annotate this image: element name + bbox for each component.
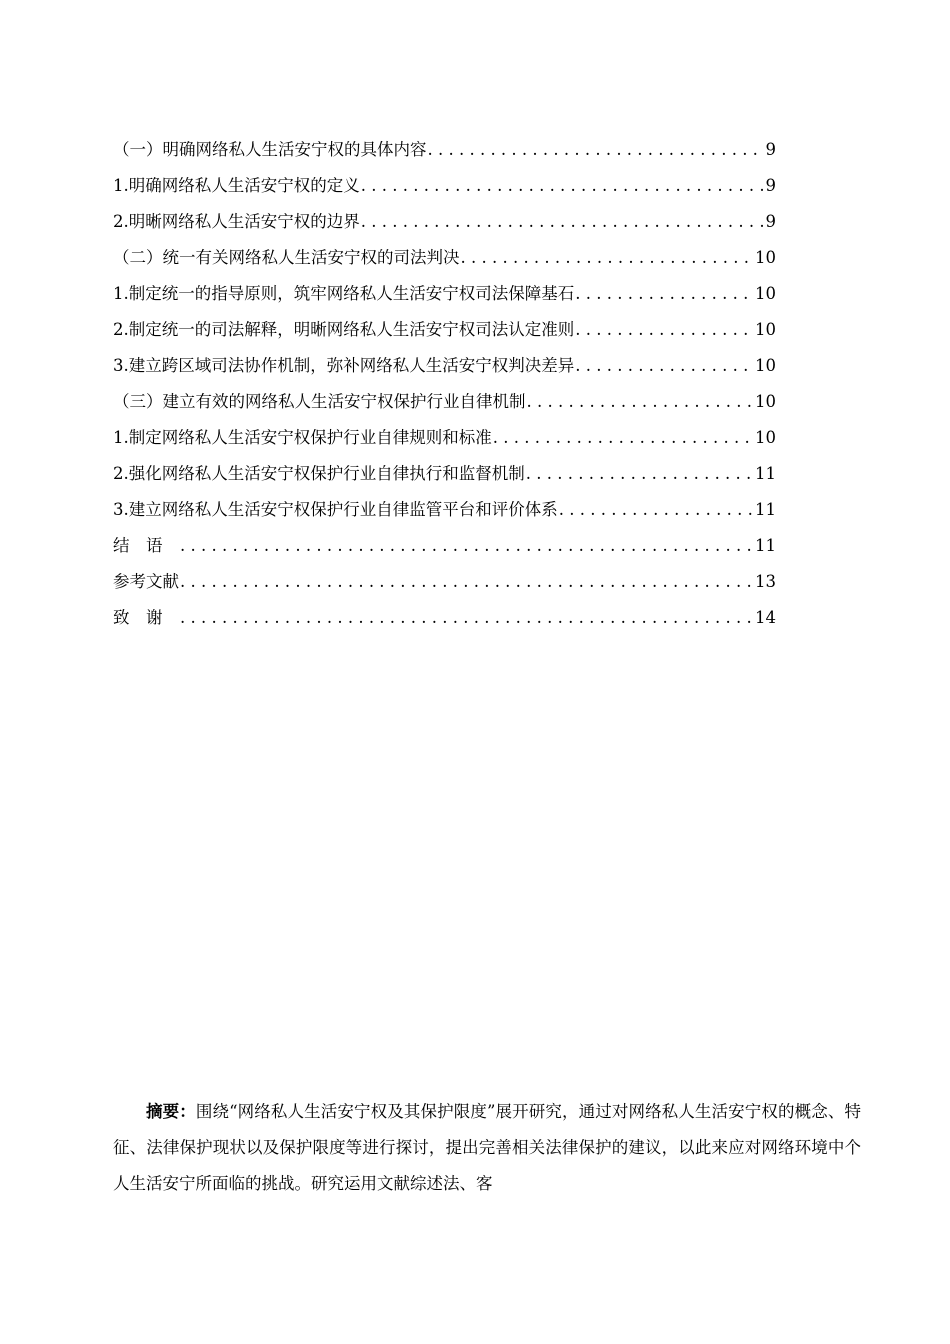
toc-leader-dots: [575, 280, 752, 308]
toc-entry-title: 1.制定统一的指导原则，筑牢网络私人生活安宁权司法保障基石: [113, 284, 575, 303]
toc-entry-title: （三）建立有效的网络私人生活安宁权保护行业自律机制: [113, 392, 526, 411]
toc-entry[interactable]: [113, 172, 776, 208]
toc-entry-page: 10: [755, 320, 776, 339]
toc-entry-page: 14: [755, 608, 776, 627]
toc-entry[interactable]: [113, 568, 776, 604]
toc-entry-title: （二）统一有关网络私人生活安宁权的司法判决: [113, 248, 460, 267]
toc-entry[interactable]: [113, 316, 776, 352]
table-of-contents: [113, 136, 776, 640]
abstract-label: 摘要：: [146, 1102, 196, 1121]
toc-entry-title: 1.制定网络私人生活安宁权保护行业自律规则和标准: [113, 428, 492, 447]
toc-leader-dots: [361, 172, 763, 200]
toc-entry[interactable]: [113, 496, 776, 532]
toc-entry[interactable]: [113, 352, 776, 388]
toc-entry[interactable]: [113, 460, 776, 496]
toc-entry-page: 10: [755, 248, 776, 267]
toc-leader-dots: [461, 244, 753, 272]
toc-entry-title: 参考文献: [113, 572, 179, 591]
toc-entry[interactable]: [113, 532, 776, 568]
toc-entry-title: 2.强化网络私人生活安宁权保护行业自律执行和监督机制: [113, 464, 525, 483]
toc-entry[interactable]: [113, 208, 776, 244]
toc-entry[interactable]: [113, 604, 776, 640]
toc-entry-page: 10: [755, 392, 776, 411]
abstract-paragraph: [113, 1094, 861, 1202]
toc-entry[interactable]: [113, 424, 776, 460]
toc-entry-page: 13: [755, 572, 776, 591]
toc-entry-title: 3.建立网络私人生活安宁权保护行业自律监管平台和评价体系: [113, 500, 558, 519]
toc-entry-page: 11: [755, 500, 776, 519]
toc-entry-title: 3.建立跨区域司法协作机制，弥补网络私人生活安宁权判决差异: [113, 356, 575, 375]
toc-entry-page: 9: [765, 140, 776, 159]
toc-entry-page: 9: [765, 176, 776, 195]
toc-entry-title: 2.明晰网络私人生活安宁权的边界: [113, 212, 360, 231]
toc-entry-page: 11: [755, 464, 776, 483]
toc-entry-page: 10: [755, 356, 776, 375]
toc-entry-page: 10: [755, 284, 776, 303]
toc-entry-page: 9: [765, 212, 776, 231]
toc-leader-dots: [428, 136, 763, 164]
toc-leader-dots: [559, 496, 752, 524]
toc-entry-page: 11: [755, 536, 776, 555]
toc-entry[interactable]: [113, 136, 776, 172]
toc-leader-dots: [575, 316, 752, 344]
abstract-text: 围绕“网络私人生活安宁权及其保护限度”展开研究，通过对网络私人生活安宁权的概念、特征、法律保护现状以及保护限度等进行探讨，提出完善相关法律保护的建议，以此来应对网络环境中个人生活安宁所面临的挑战。研究运用文献综述法、客: [113, 1102, 861, 1193]
toc-entry[interactable]: [113, 244, 776, 280]
toc-leader-dots: [526, 460, 752, 488]
toc-entry[interactable]: [113, 280, 776, 316]
toc-leader-dots: [180, 532, 752, 560]
toc-entry[interactable]: [113, 388, 776, 424]
toc-entry-title: 结语: [113, 536, 179, 555]
toc-leader-dots: [493, 424, 752, 452]
toc-leader-dots: [180, 568, 752, 596]
toc-entry-title: 1.明确网络私人生活安宁权的定义: [113, 176, 360, 195]
toc-leader-dots: [575, 352, 752, 380]
toc-entry-title: 2.制定统一的司法解释，明晰网络私人生活安宁权司法认定准则: [113, 320, 575, 339]
toc-leader-dots: [361, 208, 763, 236]
toc-entry-title: （一）明确网络私人生活安宁权的具体内容: [113, 140, 427, 159]
toc-entry-title: 致谢: [113, 608, 179, 627]
toc-leader-dots: [527, 388, 753, 416]
toc-leader-dots: [180, 604, 752, 632]
toc-entry-page: 10: [755, 428, 776, 447]
